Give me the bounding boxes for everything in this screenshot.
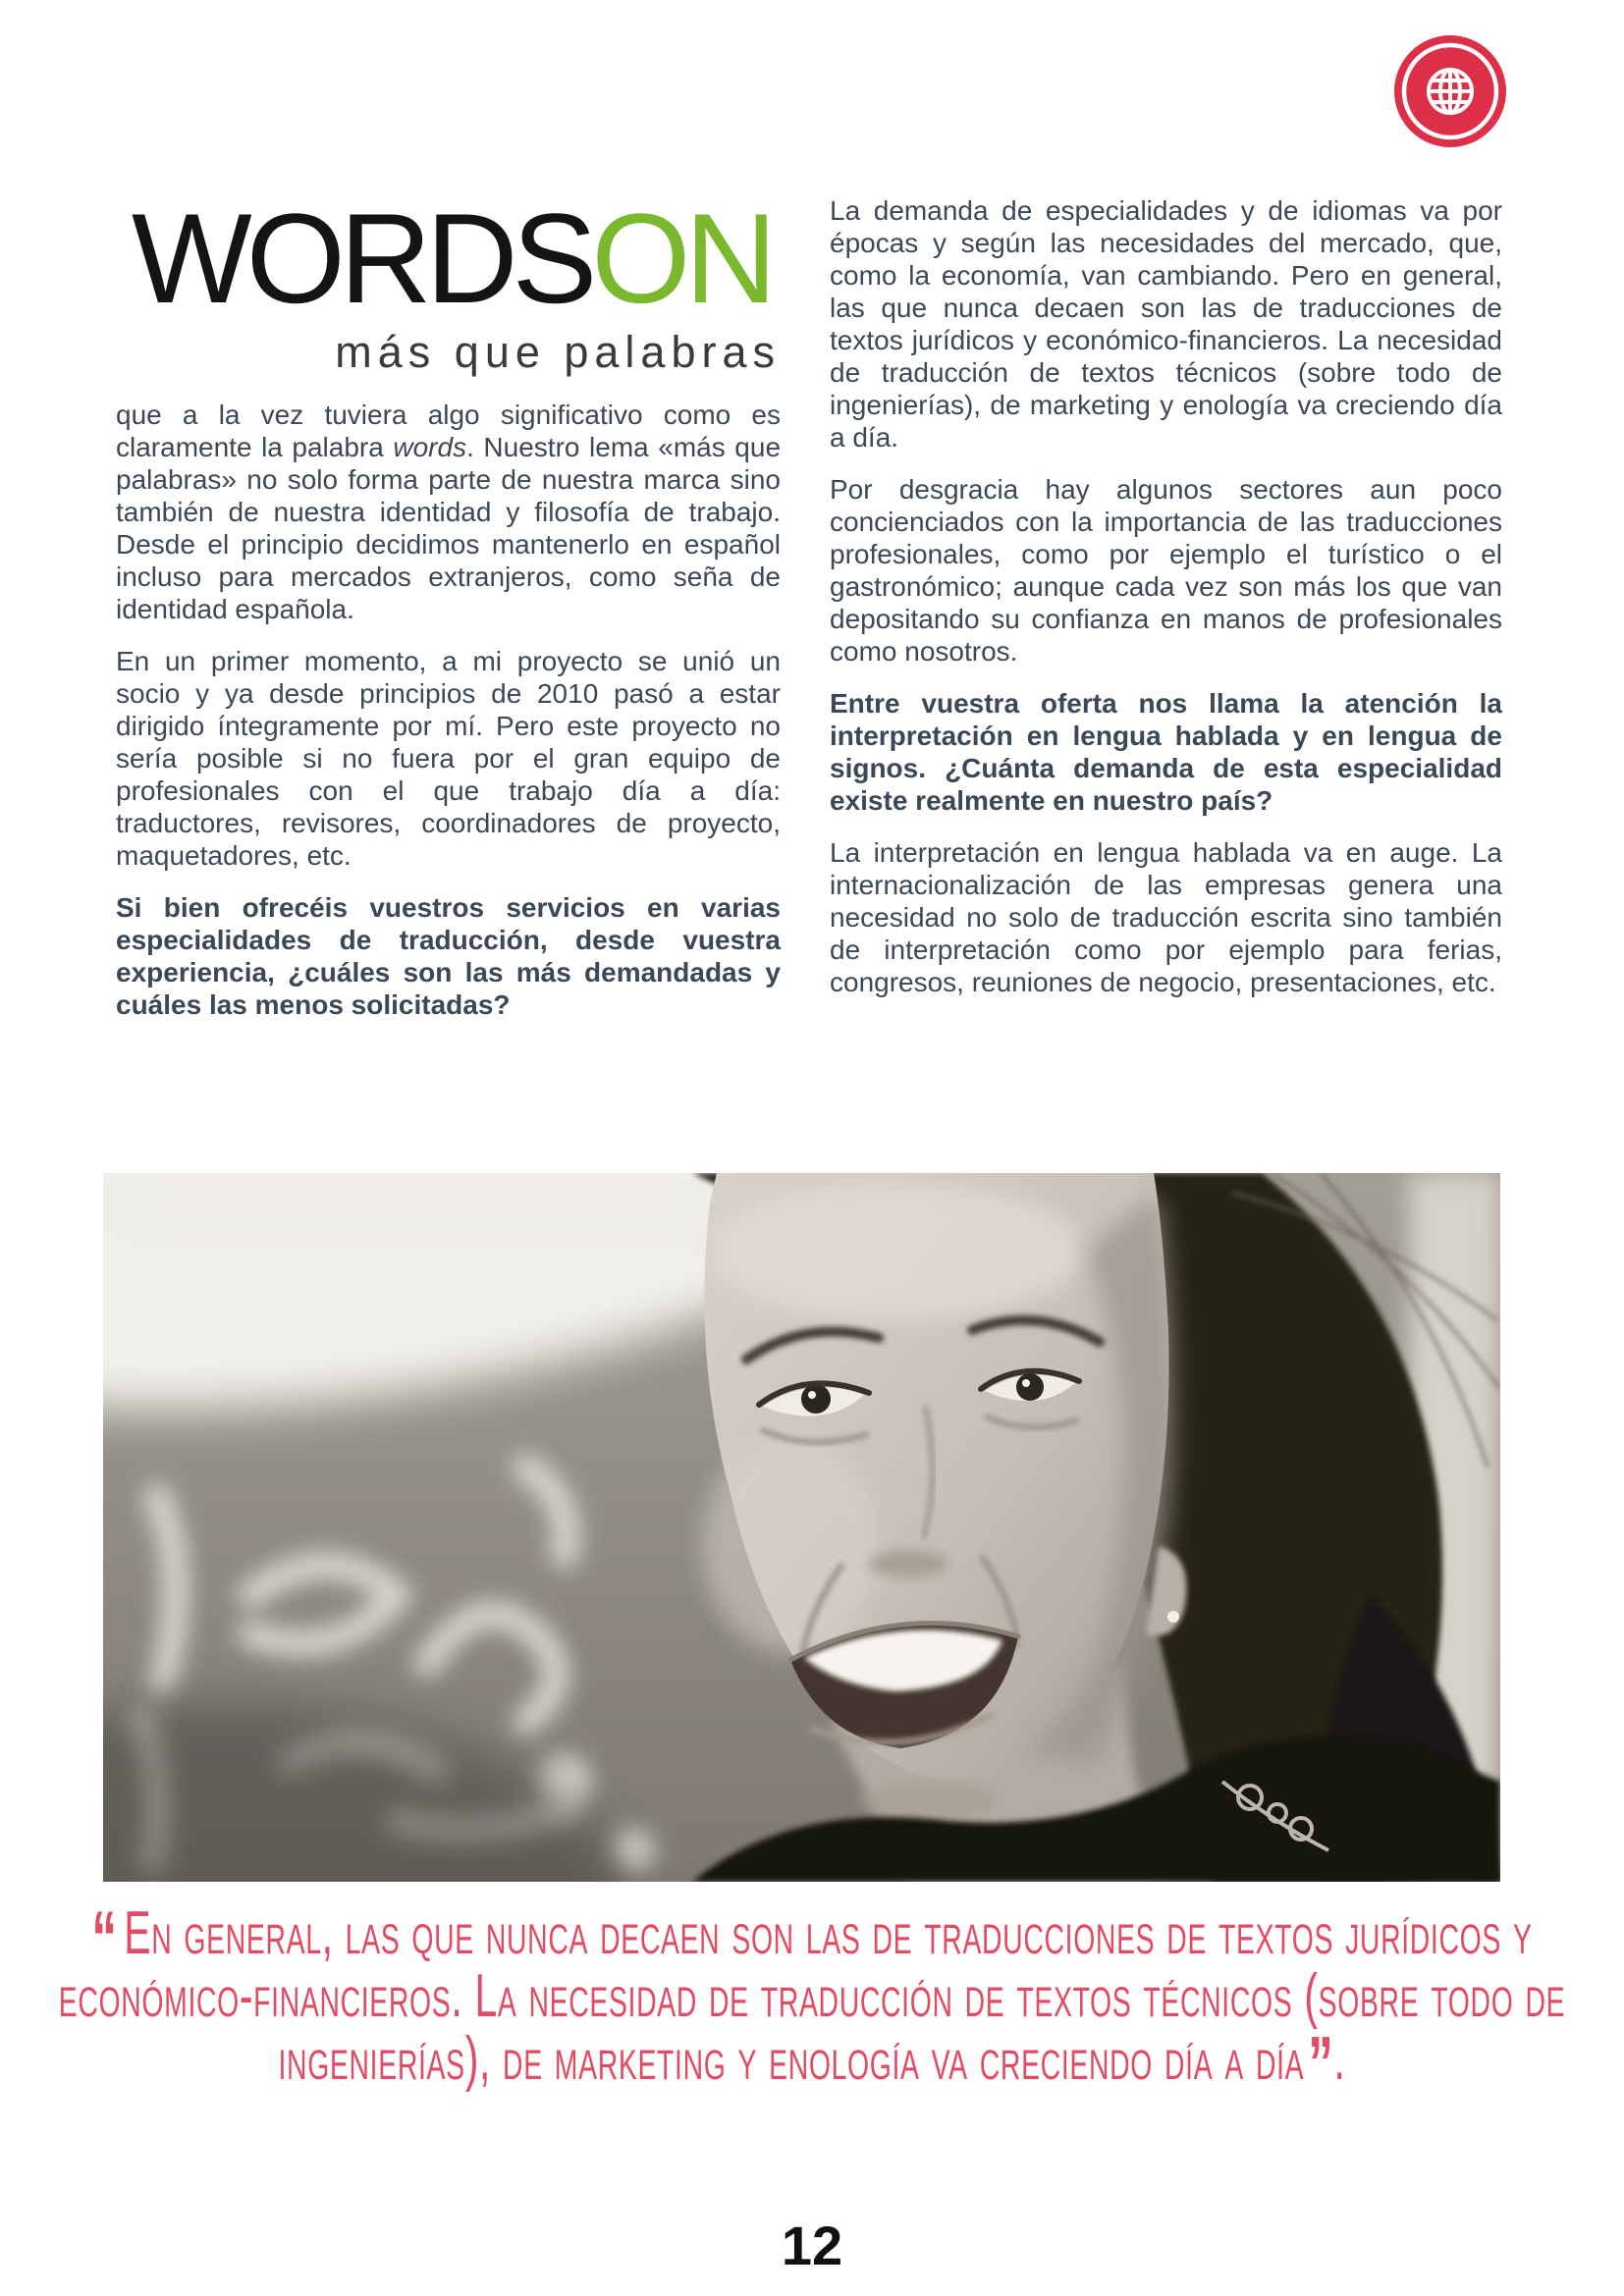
right-column	[830, 194, 1502, 1018]
paragraph-text: . Nuestro lema «más que palabras» no solo forma parte de nuestra marca sino también de nuestra identidad y filosofía de trabajo. Desde el principio decidimos mantenerlo en español incluso para mercados extranjeros, como seña de identidad española.	[116, 432, 782, 624]
paragraph-intro	[116, 399, 781, 625]
quote-line-3: ingenierías), de marketing y enología va creciendo día a día	[278, 2025, 1305, 2093]
paragraph-interpretation: La interpretación en lengua hablada va en auge. La internacionalización de las empresas genera una necesidad no solo de traducción escrita sino también de interpretación como por ejemplo para ferias, congresos, reuniones de negocio, presentaciones, etc.	[830, 837, 1502, 997]
pull-quote-line	[2, 2021, 1622, 2107]
paragraph-history: En un primer momento, a mi proyecto se unió un socio y ya desde principios de 2010 pasó a estar dirigido íntegramente por mí. Pero este proyecto no sería posible si no fuera por el gran equipo de profesionales con el que trabajo día a día: traductores, revisores, coordinadores de proyecto, maquetadores, etc.	[116, 646, 781, 871]
logo-words: WORDS	[132, 187, 592, 330]
left-column	[116, 187, 782, 1041]
pull-quote	[0, 1896, 1624, 2107]
logo-on: ON	[591, 187, 772, 330]
pull-quote-line	[2, 1896, 1622, 1981]
interview-question-specialties: Si bien ofrecéis vuestros servicios en varias especialidades de traducción, desde vuestra experiencia, ¿cuáles son las más demandadas y cuáles las menos solicitadas?	[116, 892, 781, 1020]
paragraph-demand: La demanda de especialidades y de idiomas va por épocas y según las necesidades del mercado, que, como la economía, van cambiando. Pero en general, las que nunca decaen son las de traducciones de textos jurídicos y económico-financieros. La necesidad de traducción de textos técnicos (sobre todo de ingenierías), de marketing y enología va creciendo día a día.	[830, 195, 1502, 453]
paragraph-text: que a la vez tuviera algo significativo como es claramente la palabra	[116, 400, 781, 462]
logo-tagline: más que palabras	[335, 327, 781, 377]
quote-line-2: económico-financieros. La necesidad de traducción de textos técnicos (sobre todo de	[58, 1962, 1566, 2030]
portrait-photo	[103, 1173, 1500, 1882]
globe-icon-graphic	[1393, 34, 1507, 148]
quote-period: .	[1333, 2025, 1346, 2093]
paragraph-sectors: Por desgracia hay algunos sectores aun poco concienciados con la importancia de las traducciones profesionales, como por ejemplo el turístico o el gastronómico; aunque cada vez son más los que van depositando su confianza en manos de profesionales como nosotros.	[830, 474, 1502, 667]
page-number: 12	[781, 2215, 843, 2276]
quote-line-1: En general, las que nunca decaen son las de traducciones de textos jurídicos y	[124, 1899, 1533, 1967]
pull-quote-text	[2, 1896, 1622, 2107]
logo-wordmark	[132, 187, 781, 330]
wordson-logo	[132, 187, 781, 399]
portrait-photo-graphic	[103, 1173, 1500, 1882]
globe-icon	[1393, 34, 1507, 148]
italic-word: words	[393, 432, 467, 462]
open-quote-mark: “	[91, 1896, 118, 1981]
close-quote-mark: ”	[1308, 2021, 1334, 2107]
interview-question-interpretation: Entre vuestra oferta nos llama la atención la interpretación en lengua hablada y en lengua de signos. ¿Cuánta demanda de esta especialidad existe realmente en nuestro país?	[830, 688, 1502, 816]
